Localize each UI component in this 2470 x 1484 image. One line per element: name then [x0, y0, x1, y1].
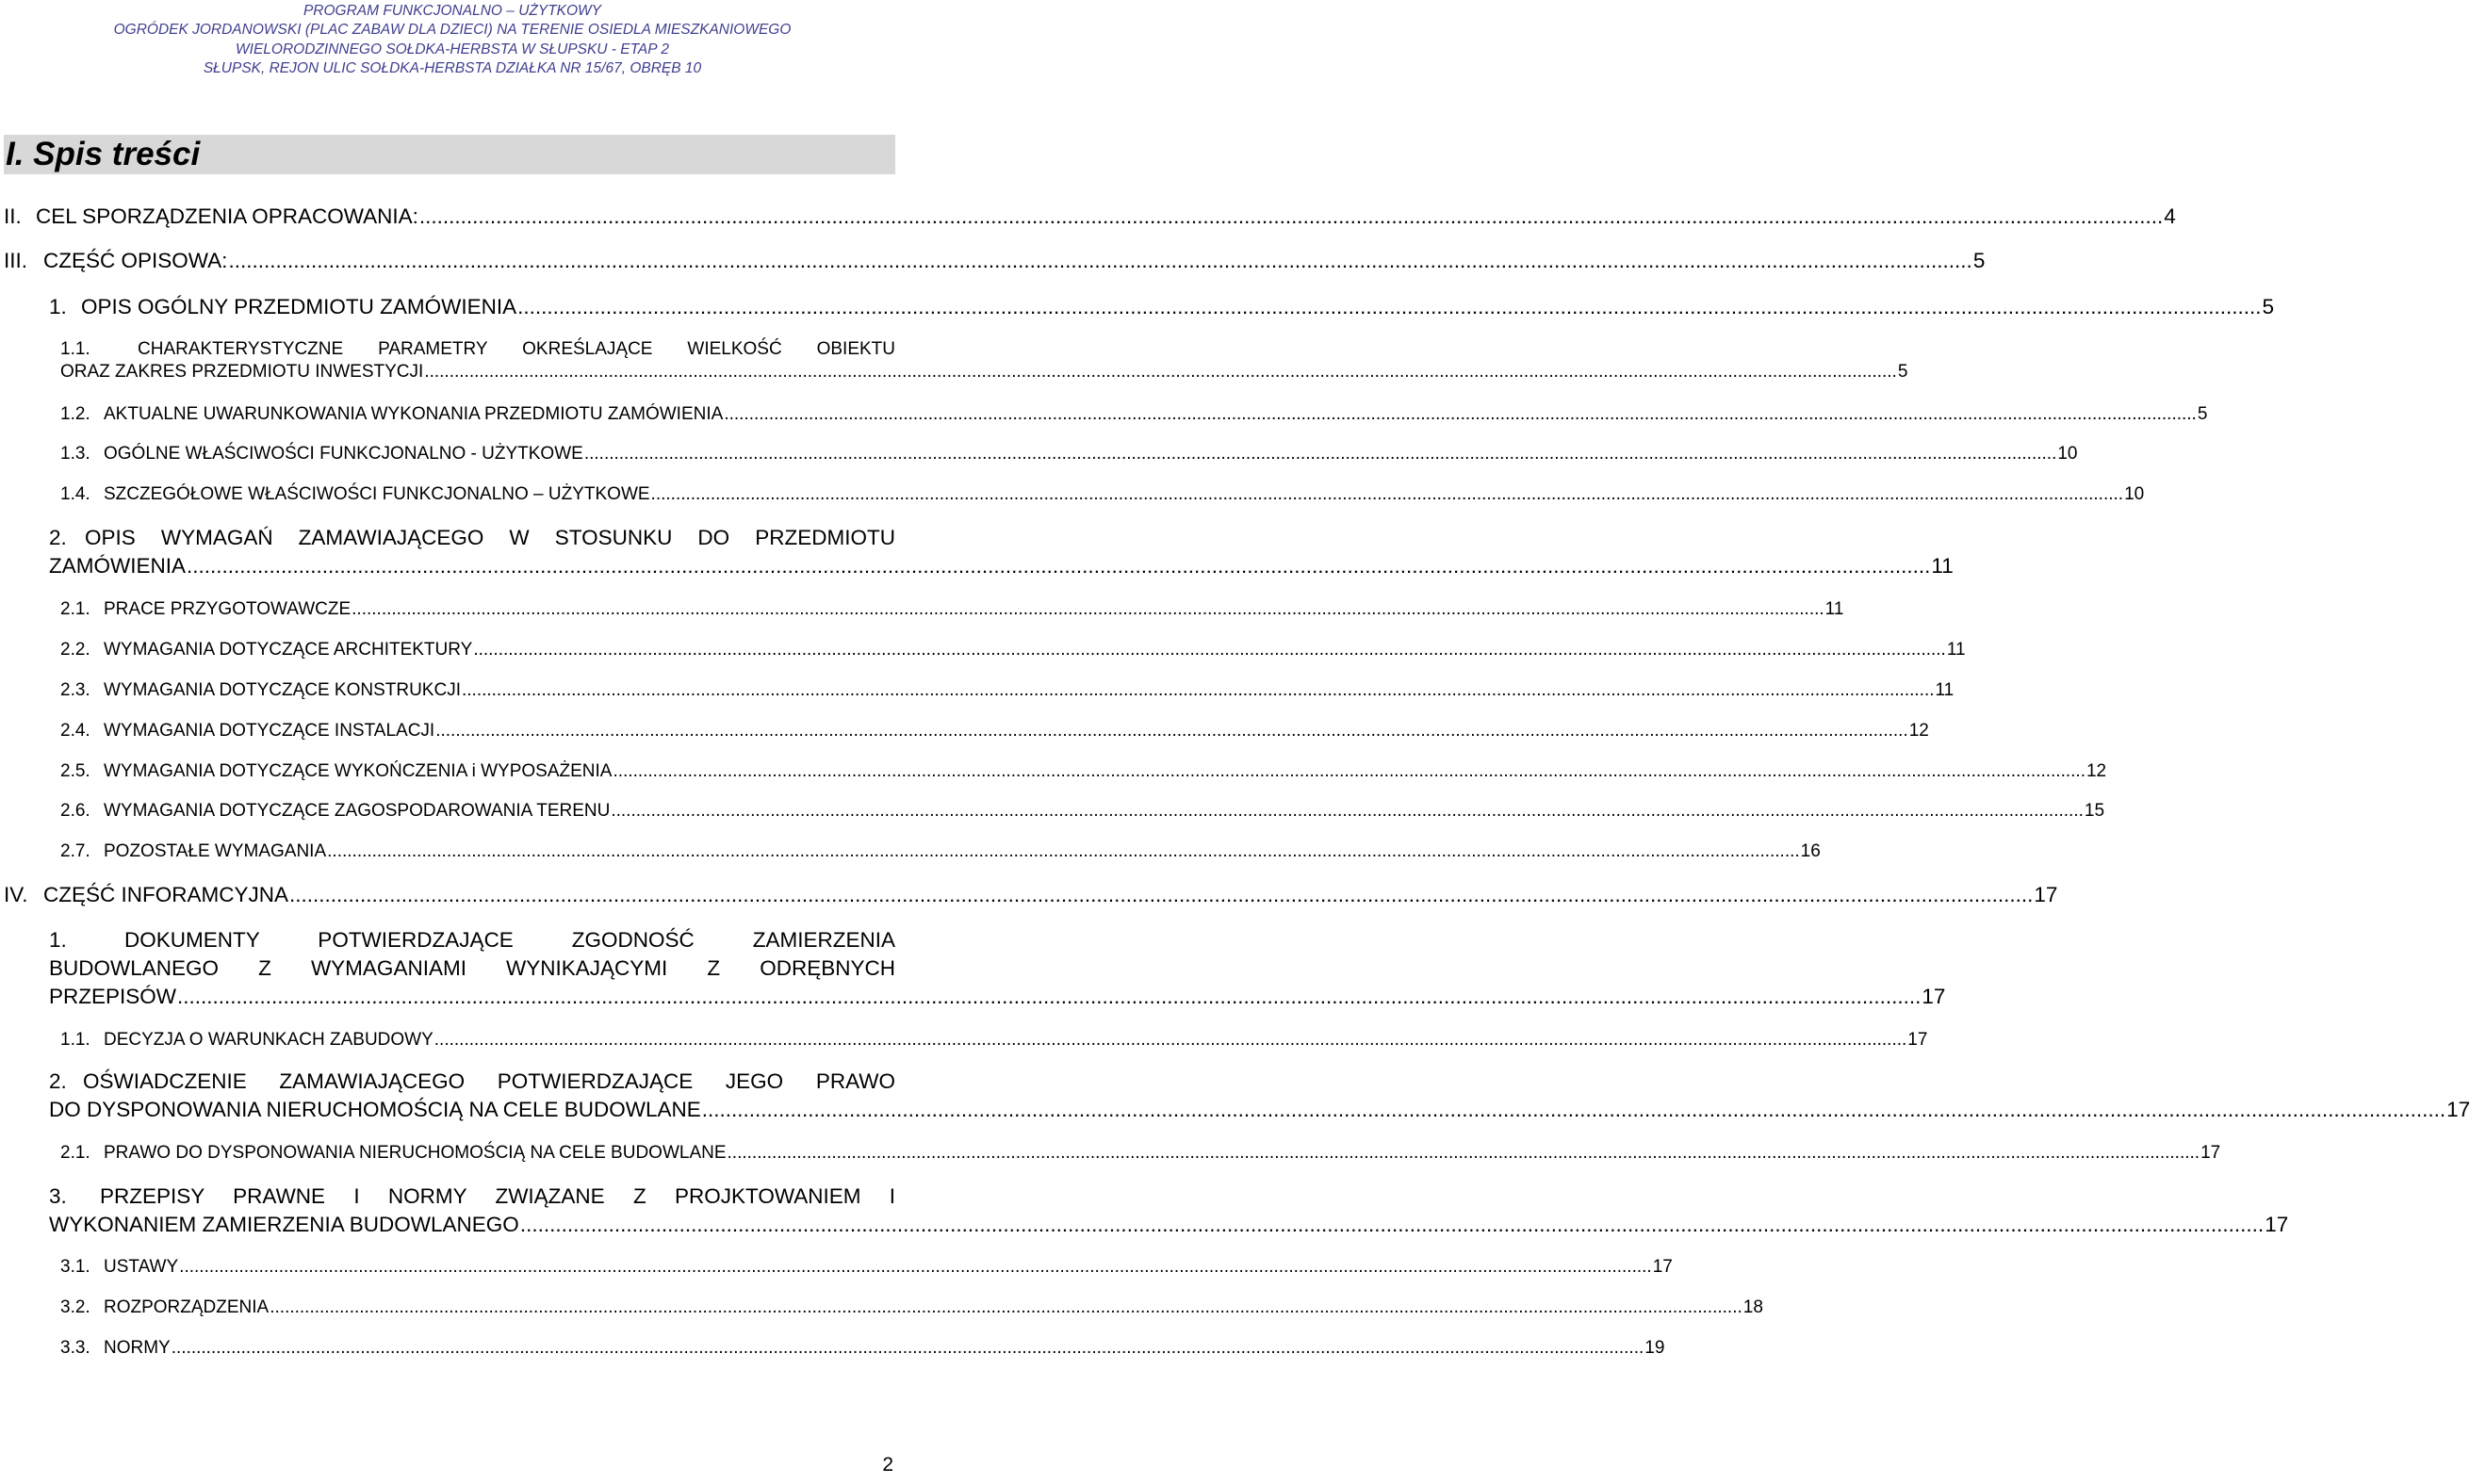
- toc-entry-title: SZCZEGÓŁOWE WŁAŚCIWOŚCI FUNKCJONALNO – UŻYTKOWE: [104, 484, 650, 504]
- toc-entry-1-4[interactable]: [60, 484, 2145, 505]
- toc-leader-dots: ........................................................................................................................................................................................................................................................................................................: [613, 761, 2086, 781]
- toc-entry-number: 3.3.: [60, 1338, 90, 1358]
- toc-entry-iv[interactable]: [4, 883, 2058, 907]
- toc-entry-iv-3-1[interactable]: [60, 1257, 1673, 1278]
- toc-entry-iv-1-line3[interactable]: [49, 985, 1946, 1009]
- toc-entry-page: 16: [1800, 841, 1821, 861]
- toc-entry-iv-1-line2: BUDOWLANEGO Z WYMAGANIAMI WYNIKAJĄCYMI Z ODRĘBNYCH: [49, 956, 895, 980]
- toc-entry-number: 3.: [49, 1184, 67, 1208]
- toc-entry-page: 17: [1652, 1257, 1673, 1277]
- toc-entry-title: NORMY: [104, 1338, 171, 1358]
- toc-entry-2-5[interactable]: [60, 761, 2107, 782]
- toc-entry-title: DECYZJA O WARUNKACH ZABUDOWY: [104, 1030, 433, 1050]
- toc-leader-dots: ........................................................................................................................................................................................................................................................................................................: [724, 404, 2197, 424]
- toc-entry-number: II.: [4, 204, 22, 228]
- toc-entry-1-1-line2[interactable]: [60, 362, 1908, 383]
- toc-entry-number: 1.2.: [60, 404, 90, 424]
- toc-entry-page: 10: [2057, 444, 2078, 464]
- toc-entry-page: 11: [1931, 554, 1954, 578]
- toc-entry-page: 5: [1972, 249, 1986, 272]
- toc-entry-title: AKTUALNE UWARUNKOWANIA WYKONANIA PRZEDMIOTU ZAMÓWIENIA: [104, 404, 724, 424]
- toc-entry-page: 4: [2164, 204, 2176, 228]
- toc-leader-dots: ........................................................................................................................................................................................................................................................................................................: [327, 841, 1800, 861]
- toc-entry-page: 11: [1946, 640, 1966, 660]
- toc-entry-page: 18: [1742, 1297, 1763, 1317]
- toc-entry-2-3[interactable]: [60, 680, 1955, 701]
- toc-entry-number: 3.2.: [60, 1297, 90, 1317]
- toc-leader-dots: ........................................................................................................................................................................................................................................................................................................: [701, 1098, 2446, 1121]
- document-header: [0, 2, 905, 78]
- toc-entry-number: 2.3.: [60, 680, 90, 700]
- toc-entry-page: 10: [2124, 484, 2145, 504]
- toc-entry-title: WYMAGANIA DOTYCZĄCE ZAGOSPODAROWANIA TERENU: [104, 801, 611, 821]
- toc-entry-number: 2.7.: [60, 841, 90, 861]
- toc-leader-dots: ........................................................................................................................................................................................................................................................................................................: [187, 554, 1931, 578]
- toc-entry-page: 17: [2200, 1143, 2221, 1163]
- toc-entry-title-line: PRZEPISY PRAWNE I NORMY ZWIĄZANE Z PROJKTOWANIEM I: [100, 1184, 895, 1208]
- toc-entry-title: ZAMÓWIENIA: [49, 554, 186, 578]
- toc-entry-number: 1.: [49, 928, 67, 952]
- toc-entry-number: III.: [4, 249, 28, 272]
- toc-entry-page: 12: [1908, 721, 1929, 741]
- toc-entry-2-4[interactable]: [60, 721, 1929, 742]
- toc-leader-dots: ........................................................................................................................................................................................................................................................................................................: [352, 599, 1824, 619]
- toc-entry-title: ROZPORZĄDZENIA: [104, 1297, 270, 1317]
- toc-entry-page: 5: [2197, 404, 2208, 424]
- toc-entry-number: 2.1.: [60, 1143, 90, 1163]
- toc-entry-title: WYMAGANIA DOTYCZĄCE ARCHITEKTURY: [104, 640, 473, 660]
- toc-leader-dots: ........................................................................................................................................................................................................................................................................................................: [583, 444, 2057, 464]
- toc-entry-2-1[interactable]: [60, 599, 1844, 620]
- toc-entry-2-line1[interactable]: [49, 526, 895, 550]
- toc-entry-page: 17: [2446, 1098, 2470, 1121]
- toc-entry-number: 1.1.: [60, 339, 90, 359]
- toc-entry-page: 15: [2084, 801, 2105, 821]
- toc-entry-number: 1.: [49, 295, 67, 318]
- toc-entry-page: 17: [1907, 1030, 1928, 1050]
- toc-entry-iv-2-line2[interactable]: [49, 1098, 2470, 1122]
- toc-entry-title: ORAZ ZAKRES PRZEDMIOTU INWESTYCJI: [60, 362, 424, 382]
- toc-entry-ii[interactable]: [4, 204, 2176, 229]
- toc-entry-page: 17: [2034, 883, 2058, 906]
- toc-entry-iv-1-1[interactable]: [60, 1030, 1928, 1051]
- toc-leader-dots: ........................................................................................................................................................................................................................................................................................................: [461, 680, 1935, 700]
- toc-entry-page: 17: [2265, 1213, 2289, 1236]
- toc-title-bar: [4, 135, 895, 174]
- toc-entry-2-line2[interactable]: [49, 554, 1954, 579]
- toc-entry-title: WYMAGANIA DOTYCZĄCE INSTALACJI: [104, 721, 435, 741]
- toc-entry-title: CZĘŚĆ INFORAMCYJNA: [43, 883, 289, 906]
- header-line-1: PROGRAM FUNKCJONALNO – UŻYTKOWY: [303, 3, 602, 19]
- toc-entry-number: 1.1.: [60, 1030, 90, 1050]
- toc-entry-title: POZOSTAŁE WYMAGANIA: [104, 841, 327, 861]
- toc-entry-iii[interactable]: [4, 249, 1986, 273]
- toc-entry-iv-1-line1[interactable]: [49, 928, 895, 953]
- toc-leader-dots: ........................................................................................................................................................................................................................................................................................................: [611, 801, 2084, 821]
- toc-entry-number: 2.5.: [60, 761, 90, 781]
- toc-leader-dots: ........................................................................................................................................................................................................................................................................................................: [519, 1213, 2265, 1236]
- toc-entry-2-2[interactable]: [60, 640, 1966, 660]
- toc-entry-1[interactable]: [49, 295, 2275, 319]
- toc-leader-dots: ........................................................................................................................................................................................................................................................................................................: [433, 1030, 1907, 1050]
- toc-leader-dots: ........................................................................................................................................................................................................................................................................................................: [650, 484, 2124, 504]
- toc-leader-dots: ........................................................................................................................................................................................................................................................................................................: [727, 1143, 2200, 1163]
- toc-entry-iv-2-line1[interactable]: [49, 1069, 895, 1094]
- toc-entry-iv-3-2[interactable]: [60, 1297, 1763, 1318]
- toc-entry-title: WYMAGANIA DOTYCZĄCE KONSTRUKCJI: [104, 680, 461, 700]
- toc-entry-title: CZĘŚĆ OPISOWA:: [43, 249, 228, 272]
- toc-entry-title: WYKONANIEM ZAMIERZENIA BUDOWLANEGO: [49, 1213, 519, 1236]
- toc-leader-dots: ........................................................................................................................................................................................................................................................................................................: [270, 1297, 1742, 1317]
- toc-entry-title: DO DYSPONOWANIA NIERUCHOMOŚCIĄ NA CELE BUDOWLANE: [49, 1098, 701, 1121]
- toc-leader-dots: ........................................................................................................................................................................................................................................................................................................: [424, 362, 1897, 382]
- toc-entry-number: 2.4.: [60, 721, 90, 741]
- toc-leader-dots: ........................................................................................................................................................................................................................................................................................................: [177, 985, 1922, 1008]
- toc-entry-page: 19: [1644, 1338, 1665, 1358]
- toc-entry-1-2[interactable]: [60, 404, 2208, 425]
- toc-entry-iv-3-line1[interactable]: [49, 1184, 895, 1209]
- toc-entry-iv-2-1[interactable]: [60, 1143, 2221, 1164]
- toc-entry-title: PRAWO DO DYSPONOWANIA NIERUCHOMOŚCIĄ NA CELE BUDOWLANE: [104, 1143, 727, 1163]
- toc-entry-title: OGÓLNE WŁAŚCIWOŚCI FUNKCJONALNO - UŻYTKOWE: [104, 444, 583, 464]
- page-number: 2: [882, 1454, 893, 1476]
- toc-leader-dots: ........................................................................................................................................................................................................................................................................................................: [228, 249, 1972, 272]
- toc-leader-dots: ........................................................................................................................................................................................................................................................................................................: [179, 1257, 1652, 1277]
- toc-entry-iv-3-line2[interactable]: [49, 1213, 2289, 1237]
- toc-entry-number: 2.1.: [60, 599, 90, 619]
- toc-entry-title: USTAWY: [104, 1257, 179, 1277]
- toc-leader-dots: ........................................................................................................................................................................................................................................................................................................: [171, 1338, 1644, 1358]
- toc-entry-page: 5: [2262, 295, 2275, 318]
- toc-entry-title-line: DOKUMENTY POTWIERDZAJĄCE ZGODNOŚĆ ZAMIERZENIA: [124, 928, 895, 952]
- toc-title: I. Spis treści: [6, 136, 201, 172]
- toc-entry-number: 1.4.: [60, 484, 90, 504]
- header-line-4: SŁUPSK, REJON ULIC SOŁDKA-HERBSTA DZIAŁKA NR 15/67, OBRĘB 10: [203, 59, 702, 76]
- toc-entry-page: 5: [1897, 362, 1908, 382]
- toc-entry-2-6[interactable]: [60, 801, 2105, 822]
- header-line-3: WIELORODZINNEGO SOŁDKA-HERBSTA W SŁUPSKU - ETAP 2: [236, 41, 669, 57]
- toc-leader-dots: ........................................................................................................................................................................................................................................................................................................: [435, 721, 1908, 741]
- toc-entry-title: CEL SPORZĄDZENIA OPRACOWANIA:: [36, 204, 418, 228]
- toc-entry-title-line: OPIS WYMAGAŃ ZAMAWIAJĄCEGO W STOSUNKU DO PRZEDMIOTU: [85, 526, 895, 549]
- toc-entry-title: OPIS OGÓLNY PRZEDMIOTU ZAMÓWIENIA: [81, 295, 517, 318]
- toc-entry-2-7[interactable]: [60, 841, 1821, 862]
- toc-entry-title-line: CHARAKTERYSTYCZNE PARAMETRY OKREŚLAJĄCE WIELKOŚĆ OBIEKTU: [138, 339, 895, 359]
- toc-entry-number: IV.: [4, 883, 28, 906]
- toc-leader-dots: ........................................................................................................................................................................................................................................................................................................: [418, 204, 2164, 228]
- toc-entry-1-3[interactable]: [60, 444, 2078, 465]
- toc-leader-dots: ........................................................................................................................................................................................................................................................................................................: [517, 295, 2262, 318]
- toc-entry-page: 11: [1935, 680, 1955, 700]
- toc-leader-dots: ........................................................................................................................................................................................................................................................................................................: [473, 640, 1946, 660]
- toc-entry-number: 2.2.: [60, 640, 90, 660]
- toc-entry-number: 2.6.: [60, 801, 90, 821]
- toc-entry-page: 17: [1922, 985, 1946, 1008]
- toc-entry-number: 2.: [49, 526, 67, 549]
- toc-entry-1-1-line1[interactable]: [60, 339, 895, 360]
- toc-entry-page: 12: [2086, 761, 2107, 781]
- toc-entry-number: 1.3.: [60, 444, 90, 464]
- toc-entry-number: 2.: [49, 1069, 67, 1093]
- toc-leader-dots: ........................................................................................................................................................................................................................................................................................................: [289, 883, 2034, 906]
- toc-entry-title: PRACE PRZYGOTOWAWCZE: [104, 599, 352, 619]
- toc-entry-iv-3-3[interactable]: [60, 1338, 1665, 1359]
- toc-entry-number: 3.1.: [60, 1257, 90, 1277]
- toc-entry-title: WYMAGANIA DOTYCZĄCE WYKOŃCZENIA i WYPOSAŻENIA: [104, 761, 613, 781]
- toc-entry-title-line: OŚWIADCZENIE ZAMAWIAJĄCEGO POTWIERDZAJĄCE JEGO PRAWO: [83, 1069, 895, 1093]
- toc-entry-title: PRZEPISÓW: [49, 985, 177, 1008]
- header-line-2: OGRÓDEK JORDANOWSKI (PLAC ZABAW DLA DZIECI) NA TERENIE OSIEDLA MIESZKANIOWEGO: [113, 22, 792, 39]
- toc-entry-page: 11: [1824, 599, 1844, 619]
